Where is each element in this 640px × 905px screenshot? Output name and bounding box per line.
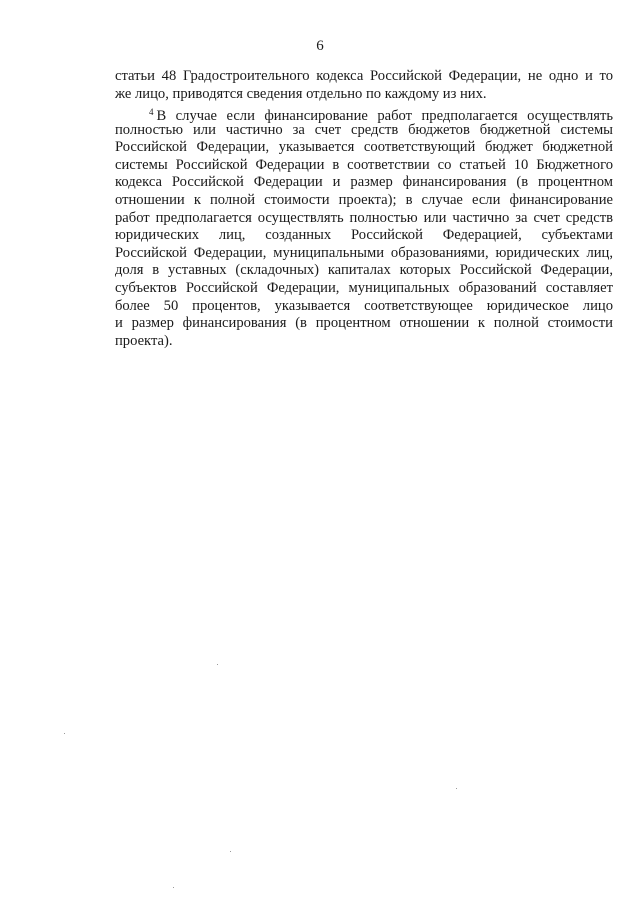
scan-speck [456,788,457,789]
scan-speck [217,664,218,665]
text-line: юридических лиц, созданных Российской Федерацией, субъектами [115,227,613,244]
continuation-paragraph [115,68,613,103]
text-line: Российской Федерации, указывается соответствующий бюджет бюджетной [115,139,613,156]
text-line: В случае если финансирование работ предполагается осуществлять [156,108,613,124]
page-number: 6 [316,38,324,54]
scan-speck [173,887,174,888]
scan-speck [64,733,65,734]
text-line: статьи 48 Градостроительного кодекса Российской Федерации, не одно и то [115,68,613,84]
text-line: Российской Федерации, муниципальными образованиями, юридических лиц, [115,244,613,261]
footnote-marker: 4 [149,107,154,117]
text-line: субъектов Российской Федерации, муниципальных образований составляет [115,279,613,296]
scan-speck [230,851,231,852]
text-line: работ предполагается осуществлять полностью или частично за счет средств [115,209,613,226]
text-line: проекта). [115,332,173,349]
text-line: же лицо, приводятся сведения отдельно по каждому из них. [115,85,487,102]
footnote-4 [115,104,613,350]
text-line: и размер финансирования (в процентном отношении к полной стоимости [115,315,613,332]
text-line: полностью или частично за счет средств бюджетов бюджетной системы [115,121,613,138]
text-line: доля в уставных (складочных) капиталах которых Российской Федерации, [115,262,613,279]
text-line: системы Российской Федерации в соответствии со статьей 10 Бюджетного [115,156,613,173]
text-line: более 50 процентов, указывается соответствующее юридическое лицо [115,297,613,314]
text-line: кодекса Российской Федерации и размер финансирования (в процентном [115,174,613,191]
text-line: отношении к полной стоимости проекта); в случае если финансирование [115,191,613,208]
footnote-first-line [115,104,613,122]
